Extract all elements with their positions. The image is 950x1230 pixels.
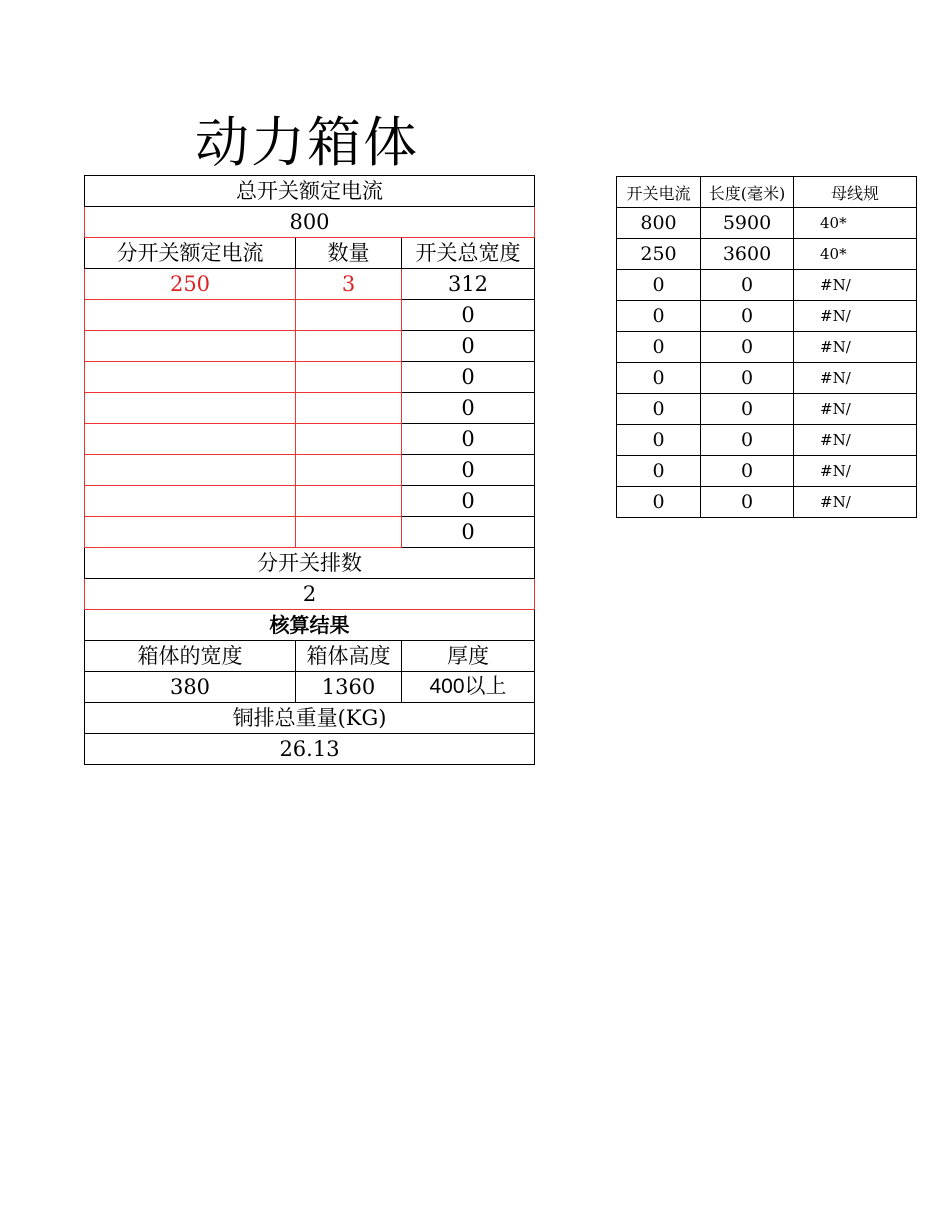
busbar-lookup-table — [616, 176, 917, 518]
lookup-spec-cell: 40* — [794, 208, 917, 239]
lookup-current-cell: 0 — [617, 270, 701, 301]
thickness-header: 厚度 — [402, 641, 535, 672]
lookup-spec-cell: #N/ — [794, 425, 917, 456]
total-width-col-header: 开关总宽度 — [402, 238, 535, 269]
branch-current-cell[interactable] — [85, 300, 296, 331]
busbar-lookup-table-viewport — [616, 176, 879, 522]
lookup-spec-cell: #N/ — [794, 363, 917, 394]
result-section-header: 核算结果 — [85, 610, 535, 641]
lookup-spec-cell: #N/ — [794, 456, 917, 487]
quantity-cell[interactable] — [296, 331, 402, 362]
lookup-length-cell: 0 — [701, 332, 794, 363]
lookup-current-cell: 800 — [617, 208, 701, 239]
total-width-cell: 0 — [402, 424, 535, 455]
lookup-current-cell: 0 — [617, 394, 701, 425]
branch-row-count-input[interactable]: 2 — [85, 579, 535, 610]
box-height-value: 1360 — [296, 672, 402, 703]
lookup-spec-cell: 40* — [794, 239, 917, 270]
copper-bar-weight-header: 铜排总重量(KG) — [85, 703, 535, 734]
lookup-length-cell: 0 — [701, 301, 794, 332]
branch-current-cell[interactable] — [85, 393, 296, 424]
total-width-cell: 0 — [402, 331, 535, 362]
page-title: 动力箱体 — [195, 111, 419, 174]
branch-current-cell[interactable] — [85, 424, 296, 455]
lookup-spec-cell: #N/ — [794, 270, 917, 301]
quantity-cell[interactable] — [296, 300, 402, 331]
lookup-spec-cell: #N/ — [794, 487, 917, 518]
box-width-value: 380 — [85, 672, 296, 703]
busbar-spec-col-header: 母线规 — [794, 177, 917, 208]
branch-current-cell[interactable] — [85, 517, 296, 548]
branch-row-count-header: 分开关排数 — [85, 548, 535, 579]
quantity-cell[interactable] — [296, 393, 402, 424]
lookup-length-cell: 0 — [701, 425, 794, 456]
branch-current-cell[interactable] — [85, 362, 296, 393]
branch-current-col-header: 分开关额定电流 — [85, 238, 296, 269]
length-col-header: 长度(毫米) — [701, 177, 794, 208]
branch-current-cell[interactable] — [85, 455, 296, 486]
lookup-length-cell: 3600 — [701, 239, 794, 270]
lookup-current-cell: 250 — [617, 239, 701, 270]
total-width-cell: 0 — [402, 300, 535, 331]
total-width-cell: 0 — [402, 393, 535, 424]
lookup-current-cell: 0 — [617, 301, 701, 332]
quantity-col-header: 数量 — [296, 238, 402, 269]
copper-bar-weight-value: 26.13 — [85, 734, 535, 765]
lookup-length-cell: 0 — [701, 456, 794, 487]
lookup-current-cell: 0 — [617, 363, 701, 394]
lookup-length-cell: 0 — [701, 270, 794, 301]
lookup-current-cell: 0 — [617, 332, 701, 363]
box-width-header: 箱体的宽度 — [85, 641, 296, 672]
quantity-cell[interactable] — [296, 517, 402, 548]
thickness-value: 400以上 — [402, 672, 535, 703]
quantity-cell[interactable] — [296, 424, 402, 455]
lookup-current-cell: 0 — [617, 487, 701, 518]
lookup-current-cell: 0 — [617, 425, 701, 456]
total-width-cell: 0 — [402, 486, 535, 517]
lookup-length-cell: 0 — [701, 394, 794, 425]
lookup-length-cell: 0 — [701, 363, 794, 394]
quantity-cell[interactable]: 3 — [296, 269, 402, 300]
total-width-cell: 0 — [402, 455, 535, 486]
branch-current-cell[interactable]: 250 — [85, 269, 296, 300]
box-height-header: 箱体高度 — [296, 641, 402, 672]
quantity-cell[interactable] — [296, 486, 402, 517]
branch-current-cell[interactable] — [85, 331, 296, 362]
branch-current-cell[interactable] — [85, 486, 296, 517]
lookup-length-cell: 0 — [701, 487, 794, 518]
total-width-cell: 312 — [402, 269, 535, 300]
total-switch-current-input[interactable]: 800 — [85, 207, 535, 238]
lookup-current-cell: 0 — [617, 456, 701, 487]
total-width-cell: 0 — [402, 362, 535, 393]
lookup-length-cell: 5900 — [701, 208, 794, 239]
power-box-calc-table — [84, 175, 535, 765]
lookup-spec-cell: #N/ — [794, 332, 917, 363]
quantity-cell[interactable] — [296, 362, 402, 393]
lookup-spec-cell: #N/ — [794, 394, 917, 425]
total-width-cell: 0 — [402, 517, 535, 548]
switch-current-col-header: 开关电流 — [617, 177, 701, 208]
total-switch-current-header: 总开关额定电流 — [85, 176, 535, 207]
lookup-spec-cell: #N/ — [794, 301, 917, 332]
quantity-cell[interactable] — [296, 455, 402, 486]
